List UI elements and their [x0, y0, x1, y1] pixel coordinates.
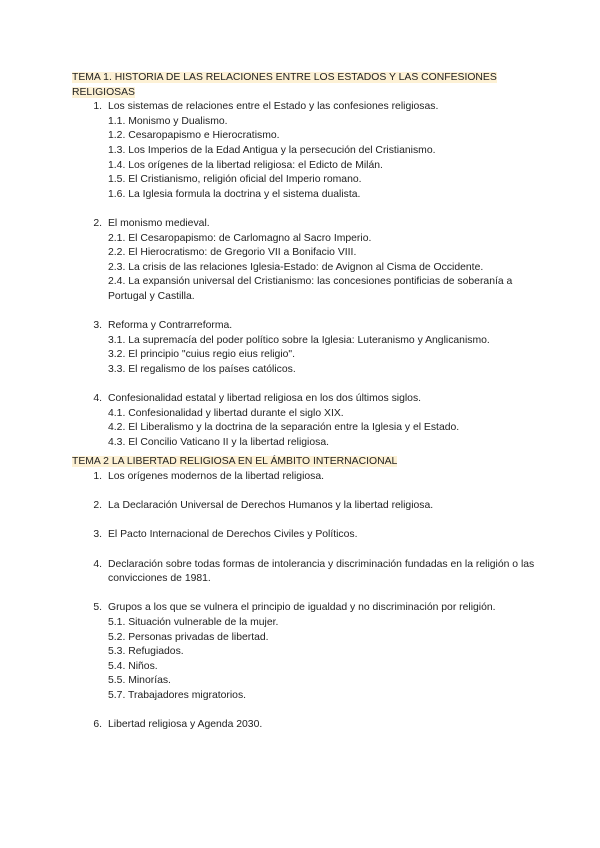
list-item	[72, 470, 542, 485]
sub-item: 1.4. Los orígenes de la libertad religiosa: el Edicto de Milán.	[108, 159, 383, 171]
item-number: 3.	[93, 320, 102, 332]
sub-item: 4.1. Confesionalidad y libertad durante el siglo XIX.	[108, 407, 344, 419]
sub-item: 3.3. El regalismo de los países católicos.	[108, 363, 296, 375]
item-title: Reforma y Contrarreforma.	[108, 320, 233, 332]
list-item	[72, 718, 542, 733]
sub-item: 2.3. La crisis de las relaciones Iglesia-Estado: de Avignon al Cisma de Occidente.	[108, 261, 484, 273]
item-number: 6.	[93, 719, 102, 731]
item-number: 4.	[93, 393, 102, 405]
item-number: 4.	[93, 558, 102, 570]
item-number: 2.	[93, 500, 102, 512]
list-item	[72, 100, 542, 202]
list-item	[72, 217, 542, 305]
document-content	[72, 71, 542, 733]
item-title: Declaración sobre todas formas de intolerancia y discriminación fundadas en la religión o las convicciones de 1981.	[108, 558, 535, 585]
section-heading	[72, 71, 542, 100]
sub-item: 4.2. El Liberalismo y la doctrina de la separación entre la Iglesia y el Estado.	[108, 422, 460, 434]
list-item	[72, 499, 542, 514]
item-title: Los sistemas de relaciones entre el Estado y las confesiones religiosas.	[108, 101, 439, 113]
sub-item: 2.1. El Cesaropapismo: de Carlomagno al Sacro Imperio.	[108, 232, 372, 244]
sub-item: 3.1. La supremacía del poder político sobre la Iglesia: Luteranismo y Anglicanismo.	[108, 334, 490, 346]
sub-item: 1.2. Cesaropapismo e Hierocratismo.	[108, 130, 280, 142]
item-title: Libertad religiosa y Agenda 2030.	[108, 719, 263, 731]
sub-item: 5.1. Situación vulnerable de la mujer.	[108, 616, 279, 628]
sub-item: 2.2. El Hierocratismo: de Gregorio VII a Bonifacio VIII.	[108, 247, 357, 259]
item-title: La Declaración Universal de Derechos Humanos y la libertad religiosa.	[108, 500, 434, 512]
highlighted-heading-text: TEMA 1. HISTORIA DE LAS RELACIONES ENTRE LOS ESTADOS Y LAS CONFESIONES RELIGIOSAS	[72, 72, 497, 98]
item-number: 2.	[93, 217, 102, 229]
list-item	[72, 528, 542, 543]
sub-item: 1.5. El Cristianismo, religión oficial del Imperio romano.	[108, 174, 362, 186]
sub-item: 5.4. Niños.	[108, 660, 158, 672]
list-item	[72, 601, 542, 703]
sub-item: 4.3. El Concilio Vaticano II y la libertad religiosa.	[108, 436, 330, 448]
sub-item: 3.2. El principio "cuius regio eius religio".	[108, 349, 295, 361]
item-number: 1.	[93, 471, 102, 483]
section-tema-1	[72, 71, 542, 450]
sub-item: 5.3. Refugiados.	[108, 646, 184, 658]
item-number: 3.	[93, 529, 102, 541]
section-heading	[72, 455, 542, 470]
highlighted-heading-text: TEMA 2 LA LIBERTAD RELIGIOSA EN EL ÁMBITO INTERNACIONAL	[72, 456, 398, 468]
item-number: 1.	[93, 101, 102, 113]
item-title: El Pacto Internacional de Derechos Civiles y Políticos.	[108, 529, 358, 541]
item-title: Los orígenes modernos de la libertad religiosa.	[108, 471, 325, 483]
sub-item: 1.3. Los Imperios de la Edad Antigua y la persecución del Cristianismo.	[108, 144, 436, 156]
item-title: Confesionalidad estatal y libertad religiosa en los dos últimos siglos.	[108, 393, 422, 405]
sub-item: 2.4. La expansión universal del Cristianismo: las concesiones pontificias de soberanía a Portugal y Castilla.	[108, 276, 513, 302]
sub-item: 5.5. Minorías.	[108, 675, 171, 687]
sub-item: 1.6. La Iglesia formula la doctrina y el sistema dualista.	[108, 188, 361, 200]
section-tema-2	[72, 455, 542, 732]
sub-item: 5.2. Personas privadas de libertad.	[108, 631, 269, 643]
item-number: 5.	[93, 602, 102, 614]
sub-item: 1.1. Monismo y Dualismo.	[108, 115, 228, 127]
item-title: El monismo medieval.	[108, 217, 210, 229]
list-item	[72, 558, 542, 587]
list-item	[72, 319, 542, 377]
list-item	[72, 392, 542, 450]
sub-item: 5.7. Trabajadores migratorios.	[108, 689, 247, 701]
item-title: Grupos a los que se vulnera el principio de igualdad y no discriminación por religión.	[108, 602, 496, 614]
